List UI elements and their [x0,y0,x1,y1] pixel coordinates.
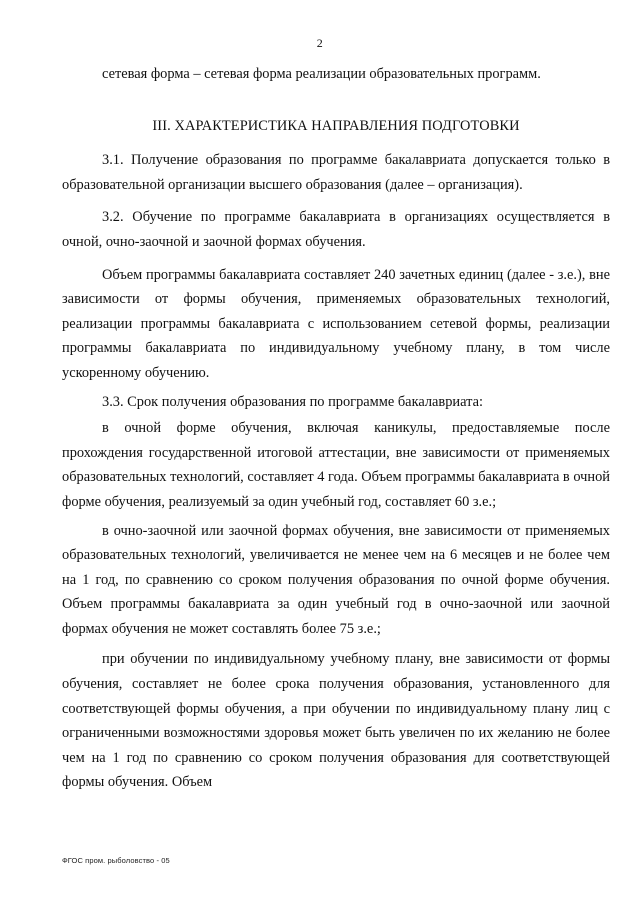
paragraph-network-form: сетевая форма – сетевая форма реализации образовательных программ. [102,66,541,82]
paragraph-part-time: в очно-заочной или заочной формах обучения, вне зависимости от применяемых образовательных технологий, увеличивается не менее чем на 6 месяцев и не более чем на 1 год, по сравнению со сроком получения образования по очной форме обучения. Объем программы бакалавриата за один учебный год в очно-заочной или заочной формах обучения не может составлять более 75 з.е.; [62,522,610,637]
page-number: 2 [316,36,324,50]
paragraph-program-volume: Объем программы бакалавриата составляет 240 зачетных единиц (далее - з.е.), вне зависимости от формы обучения, применяемых образовательных технологий, реализации программы бакалавриата с использованием сетевой формы, реализации программы бакалавриата по индивидуальному учебному плану, в том числе ускоренному обучению. [62,266,610,381]
section-heading: III. ХАРАКТЕРИСТИКА НАПРАВЛЕНИЯ ПОДГОТОВКИ [152,117,520,134]
paragraph-3-1: 3.1. Получение образования по программе бакалавриата допускается только в образовательной организации высшего образования (далее – организация). [62,152,610,193]
footer-label: ФГОС пром. рыболовство - 05 [62,856,170,865]
paragraph-3-2: 3.2. Обучение по программе бакалавриата в организациях осуществляется в очной, очно-заочной и заочной формах обучения. [62,209,610,250]
page-body [62,62,610,795]
paragraph-individual-plan: при обучении по индивидуальному учебному плану, вне зависимости от формы обучения, составляет не более срока получения образования, установленного для соответствующей формы обучения, а при обучении по индивидуальному плану лиц с ограниченными возможностями здоровья может быть увеличен по их желанию не более чем на 1 год по сравнению со сроком получения образования для соответствующей формы обучения. Объем [62,651,610,791]
paragraph-3-3: 3.3. Срок получения образования по программе бакалавриата: [102,393,483,410]
paragraph-full-time: в очной форме обучения, включая каникулы, предоставляемые после прохождения государственной итоговой аттестации, вне зависимости от применяемых образовательных технологий, составляет 4 года. Объем программы бакалавриата в очной форме обучения, реализуемый за один учебный год, составляет 60 з.е.; [62,420,610,510]
